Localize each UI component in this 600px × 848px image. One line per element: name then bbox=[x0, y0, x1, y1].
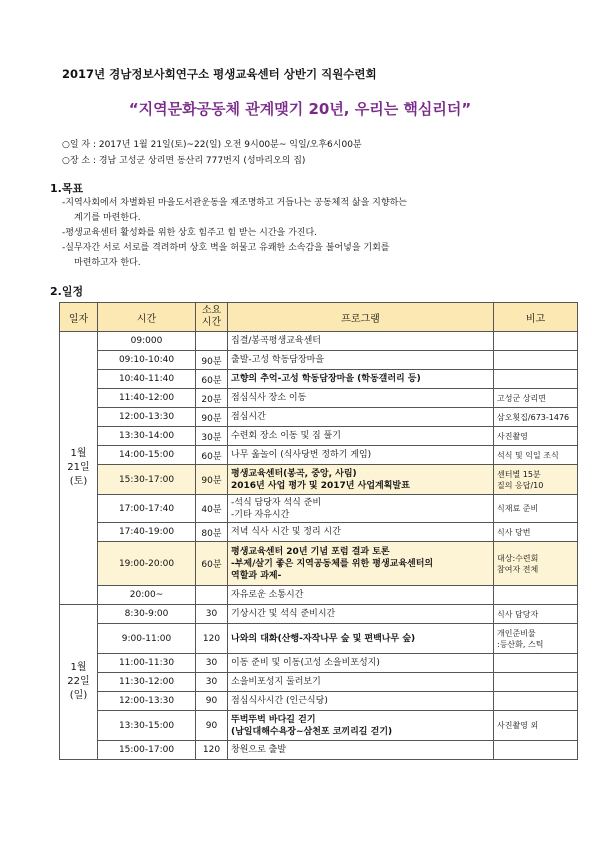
time-cell: 8:30-9:00 bbox=[98, 605, 196, 624]
goal-text bbox=[62, 196, 542, 271]
table-row bbox=[60, 332, 578, 351]
time-cell: 9:00-11:00 bbox=[98, 624, 196, 654]
goal-line: -지역사회에서 차별화된 마을도서관운동을 재조명하고 거듭나는 공동체적 삶을 지향하는 bbox=[62, 198, 407, 208]
time-cell: 19:00-20:00 bbox=[98, 542, 196, 586]
note-cell bbox=[494, 654, 578, 673]
program-cell: -석식 담당자 석식 준비 -기타 자유시간 bbox=[228, 495, 494, 523]
time-cell: 17:40-19:00 bbox=[98, 523, 196, 542]
goal-line: -실무자간 서로 서로를 격려하며 상호 벽을 허물고 유쾌한 소속감을 불어넣을 기회를 bbox=[62, 243, 390, 253]
header-duration: 소요 시간 bbox=[196, 303, 228, 332]
table-row bbox=[60, 605, 578, 624]
note-cell: 식재료 준비 bbox=[494, 495, 578, 523]
note-cell: 사진촬영 외 bbox=[494, 711, 578, 741]
table-row bbox=[60, 351, 578, 370]
info-place: ○장 소 : 경남 고성군 상리면 동산리 777번지 (성마리오의 집) bbox=[62, 156, 306, 166]
document-header: 2017년 경남정보사회연구소 평생교육센터 상반기 직원수련회 bbox=[62, 67, 377, 81]
note-cell: 센터별 15분 질의 응답/10 bbox=[494, 465, 578, 495]
table-row bbox=[60, 465, 578, 495]
table-row bbox=[60, 741, 578, 760]
program-cell: 평생교육센터 20년 기념 포럼 결과 토론 -부제/살기 좋은 지역공동체를 위한 평생교육센터의 역할과 과제- bbox=[228, 542, 494, 586]
table-row bbox=[60, 673, 578, 692]
duration-cell: 30 bbox=[196, 654, 228, 673]
note-cell: 사진촬영 bbox=[494, 427, 578, 446]
duration-cell: 90 bbox=[196, 711, 228, 741]
table-row bbox=[60, 389, 578, 408]
time-cell: 11:30-12:00 bbox=[98, 673, 196, 692]
table-row bbox=[60, 495, 578, 523]
note-cell: 대상:수련회 참여자 전체 bbox=[494, 542, 578, 586]
table-row bbox=[60, 542, 578, 586]
program-cell: 이동 준비 및 이동(고성 소을비포성지) bbox=[228, 654, 494, 673]
table-row bbox=[60, 624, 578, 654]
time-cell: 20:00~ bbox=[98, 586, 196, 605]
table-row bbox=[60, 523, 578, 542]
note-cell bbox=[494, 370, 578, 389]
table-row bbox=[60, 408, 578, 427]
goal-line: -평생교육센터 활성화를 위한 상호 힘주고 힘 받는 시간을 가진다. bbox=[62, 228, 318, 238]
program-cell: 나무 옮놀이 (식사당번 정하기 게임) bbox=[228, 446, 494, 465]
duration-cell: 20분 bbox=[196, 389, 228, 408]
program-cell: 뚜벅뚜벅 바다길 걷기 (남일대해수욕장~삼천포 코끼리길 걷기) bbox=[228, 711, 494, 741]
duration-cell: 90분 bbox=[196, 465, 228, 495]
program-cell: 집결/봉곡평생교육센터 bbox=[228, 332, 494, 351]
time-cell: 12:00-13:30 bbox=[98, 408, 196, 427]
note-cell: 고성군 상리면 bbox=[494, 389, 578, 408]
program-cell: 자유로운 소통시간 bbox=[228, 586, 494, 605]
duration-cell: 40분 bbox=[196, 495, 228, 523]
program-cell: 점심식사시간 (인근식당) bbox=[228, 692, 494, 711]
duration-cell: 120 bbox=[196, 624, 228, 654]
duration-cell: 30 bbox=[196, 605, 228, 624]
goal-line: 마련하고자 한다. bbox=[74, 258, 141, 268]
section-goal-title: 1.목표 bbox=[50, 182, 84, 195]
table-row bbox=[60, 586, 578, 605]
time-cell: 11:00-11:30 bbox=[98, 654, 196, 673]
note-cell bbox=[494, 332, 578, 351]
program-cell: 점심식사 장소 이동 bbox=[228, 389, 494, 408]
header-program: 프로그램 bbox=[228, 303, 494, 332]
program-cell: 나와의 대화(산행-자작나무 숲 및 편백나무 숲) bbox=[228, 624, 494, 654]
note-cell: 개인준비물 :등산화, 스틱 bbox=[494, 624, 578, 654]
header-note: 비고 bbox=[494, 303, 578, 332]
program-cell: 기상시간 및 석식 준비시간 bbox=[228, 605, 494, 624]
program-cell: 점심시간 bbox=[228, 408, 494, 427]
duration-cell: 90분 bbox=[196, 408, 228, 427]
program-cell: 소을비포성지 둘러보기 bbox=[228, 673, 494, 692]
program-cell: 수련회 장소 이동 및 짐 풀기 bbox=[228, 427, 494, 446]
note-cell bbox=[494, 692, 578, 711]
duration-cell: 60분 bbox=[196, 446, 228, 465]
section-schedule-title: 2.일정 bbox=[50, 285, 84, 298]
duration-cell bbox=[196, 332, 228, 351]
schedule-table bbox=[59, 302, 578, 760]
time-cell: 13:30-14:00 bbox=[98, 427, 196, 446]
time-cell: 15:00-17:00 bbox=[98, 741, 196, 760]
table-row bbox=[60, 427, 578, 446]
day-cell: 1월 21일 (토) bbox=[60, 332, 98, 605]
note-cell bbox=[494, 741, 578, 760]
day-cell: 1월 22일 (일) bbox=[60, 605, 98, 760]
time-cell: 10:40-11:40 bbox=[98, 370, 196, 389]
info-date: ○일 자 : 2017년 1월 21일(토)~22(일) 오전 9시00분~ 익일/오후6시00분 bbox=[62, 140, 362, 150]
time-cell: 15:30-17:00 bbox=[98, 465, 196, 495]
program-cell: 출발-고성 학동담장마을 bbox=[228, 351, 494, 370]
header-date: 일자 bbox=[60, 303, 98, 332]
table-row bbox=[60, 692, 578, 711]
note-cell: 식사 당번 bbox=[494, 523, 578, 542]
note-cell bbox=[494, 586, 578, 605]
time-cell: 17:00-17:40 bbox=[98, 495, 196, 523]
table-header-row bbox=[60, 303, 578, 332]
duration-cell bbox=[196, 586, 228, 605]
header-time: 시간 bbox=[98, 303, 196, 332]
note-cell: 식사 담당자 bbox=[494, 605, 578, 624]
table-row bbox=[60, 446, 578, 465]
note-cell bbox=[494, 351, 578, 370]
program-cell: 평생교육센터(봉곡, 중앙, 사림) 2016년 사업 평가 및 2017년 사업계획발표 bbox=[228, 465, 494, 495]
goal-line: 계기를 마련한다. bbox=[74, 213, 141, 223]
program-cell: 고향의 추억-고성 학동담장마을 (학동갤러리 등) bbox=[228, 370, 494, 389]
time-cell: 09:10-10:40 bbox=[98, 351, 196, 370]
duration-cell: 80분 bbox=[196, 523, 228, 542]
duration-cell: 120 bbox=[196, 741, 228, 760]
duration-cell: 60분 bbox=[196, 370, 228, 389]
document-title: “지역문화공동체 관계맺기 20년, 우리는 핵심리더” bbox=[128, 100, 472, 118]
table-row bbox=[60, 711, 578, 741]
time-cell: 09:000 bbox=[98, 332, 196, 351]
program-cell: 창원으로 출발 bbox=[228, 741, 494, 760]
duration-cell: 30분 bbox=[196, 427, 228, 446]
note-cell bbox=[494, 673, 578, 692]
time-cell: 11:40-12:00 bbox=[98, 389, 196, 408]
note-cell: 삼오횟집/673-1476 bbox=[494, 408, 578, 427]
duration-cell: 90분 bbox=[196, 351, 228, 370]
note-cell: 석식 및 익일 조식 bbox=[494, 446, 578, 465]
table-row bbox=[60, 370, 578, 389]
time-cell: 14:00-15:00 bbox=[98, 446, 196, 465]
duration-cell: 60분 bbox=[196, 542, 228, 586]
duration-cell: 30 bbox=[196, 673, 228, 692]
time-cell: 13:30-15:00 bbox=[98, 711, 196, 741]
table-row bbox=[60, 654, 578, 673]
duration-cell: 90 bbox=[196, 692, 228, 711]
program-cell: 저녁 식사 시간 및 정리 시간 bbox=[228, 523, 494, 542]
time-cell: 12:00-13:30 bbox=[98, 692, 196, 711]
